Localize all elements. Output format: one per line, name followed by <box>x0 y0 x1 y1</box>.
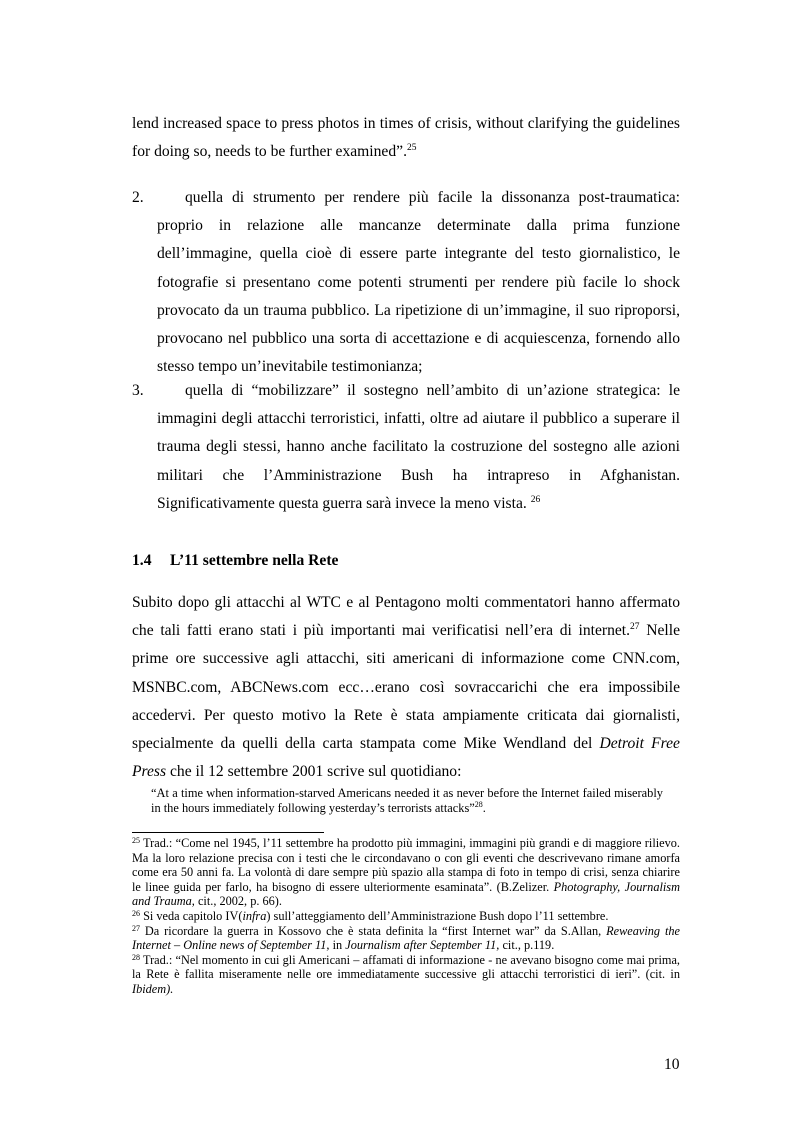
list-item-text: quella di “mobilizzare” il sostegno nell’ambito di un’azione strategica: le immagini degli attacchi terroristici, infatti, oltre ad aiutare il pubblico a superare il trauma degli stessi, hanno anche facilitato la costruzione del sostegno alle azioni militari che l’Amministrazione Bush ha intrapreso in Afghanistan. Significativamente questa guerra sarà invece la meno vista. <box>157 382 680 512</box>
footnote-number: 26 <box>132 908 140 918</box>
footnote-italic: infra <box>242 908 267 923</box>
footnote-ref-27[interactable]: 27 <box>630 622 640 633</box>
footnote-text: Trad.: “Come nel 1945, l’11 settembre ha prodotto più immagini, immagini più grandi e di maggiore rilievo. Ma la loro relazione precisa con i testi che le circondavano o con gli eventi che descrivevano rimane amorfa come era 50 anni fa. La volontà di dare sempre più spazio alla stampa di foto in tempo di crisi, senza chiarire le linee guida per farlo, ha bisogno di essere ulteriormente esaminata”. (B.Zelizer. <box>132 836 680 894</box>
page-number: 10 <box>664 1056 680 1073</box>
footnote-text: cit., 2002, p. 66). <box>194 894 282 909</box>
list-item <box>132 184 680 381</box>
list-item-number: 2. <box>132 189 144 206</box>
footnote-text: in <box>329 938 346 953</box>
footnote-text: Trad.: “Nel momento in cui gli Americani – affamati di informazione - ne avevano bisogno come mai prima, la Rete è fallita miseramente nelle ore immediatamente successive gli attacchi terroristici di ieri”. (cit. in <box>132 952 680 982</box>
newspaper-title: Detroit Free Press <box>132 735 680 781</box>
footnote-text: ) sull’atteggiamento dell’Amministrazione Bush dopo l’11 settembre. <box>266 908 609 923</box>
footnote-number: 28 <box>132 952 140 962</box>
section-number: 1.4 <box>132 552 152 569</box>
paragraph-text: Nelle prime ore successive agli attacchi, siti americani di informazione come CNN.com, MSNBC.com, ABCNews.com ecc…erano così sovraccarichi che era impossibile accedervi. Per questo motivo la Rete è stata ampiamente criticata dai giornalisti, specialmente da quelli della carta stampata come Mike Wendland del <box>132 622 680 753</box>
list-item <box>132 377 680 518</box>
paragraph-text: che il 12 settembre 2001 scrive sul quotidiano: <box>166 763 462 781</box>
list-item-number: 3. <box>132 382 144 399</box>
block-quote <box>151 786 663 816</box>
footnote-27 <box>132 924 680 953</box>
footnote-28 <box>132 953 680 997</box>
footnote-text: Si veda capitolo IV( <box>140 908 243 923</box>
footnote-text: cit., p.119. <box>499 938 555 953</box>
section-title: L’11 settembre nella Rete <box>170 552 339 569</box>
paragraph-text: Subito dopo gli attacchi al WTC e al Pentagono molti commentatori hanno affermato che tali fatti erano stati i più importanti mai verificatisi nell’era di internet. <box>132 594 680 640</box>
continuation-text: lend increased space to press photos in times of crisis, without clarifying the guidelines for doing so, needs to be further examined”. <box>132 115 680 161</box>
footnote-ref-28[interactable]: 28 <box>474 800 483 810</box>
section-heading <box>132 551 338 571</box>
quote-end: . <box>482 801 486 816</box>
footnote-italic: Reweaving the Internet – Online news of September 11, <box>132 923 681 953</box>
section-paragraph <box>132 589 680 786</box>
footnote-ref-25[interactable]: 25 <box>406 143 417 154</box>
footnote-italic: Photography, Journalism and Trauma, <box>132 879 680 909</box>
footnote-ref-26[interactable]: 26 <box>530 494 541 505</box>
footnote-italic: Ibidem). <box>132 981 174 996</box>
footnote-separator <box>132 832 324 833</box>
list-item-text: quella di strumento per rendere più facile la dissonanza post-traumatica: proprio in relazione alle mancanze determinate dalla prima funzione dell’immagine, quella cioè di essere parte integrante del testo giornalistico, le fotografie si presentano come potenti strumenti per rendere più facile lo shock provocato da un trauma pubblico. La ripetizione di un’immagine, il suo riproporsi, provocano nel pubblico una sorta di accettazione e di acquiescenza, fornendo allo stesso tempo un’inevitabile testimonianza; <box>157 189 680 376</box>
footnote-26 <box>132 909 680 924</box>
quote-text: “At a time when information-starved Americans needed it as never before the Internet failed miserably in the hours immediately following yesterday’s terrorists attacks” <box>151 786 663 816</box>
footnote-number: 25 <box>132 836 140 845</box>
footnote-25 <box>132 836 680 909</box>
footnotes <box>132 836 680 997</box>
footnote-italic: Journalism after September 11, <box>345 938 500 953</box>
continuation-paragraph <box>132 110 680 166</box>
footnote-text: Da ricordare la guerra in Kossovo che è stata definita la “first Internet war” da S.Allan, <box>140 923 607 938</box>
footnote-number: 27 <box>132 923 140 933</box>
